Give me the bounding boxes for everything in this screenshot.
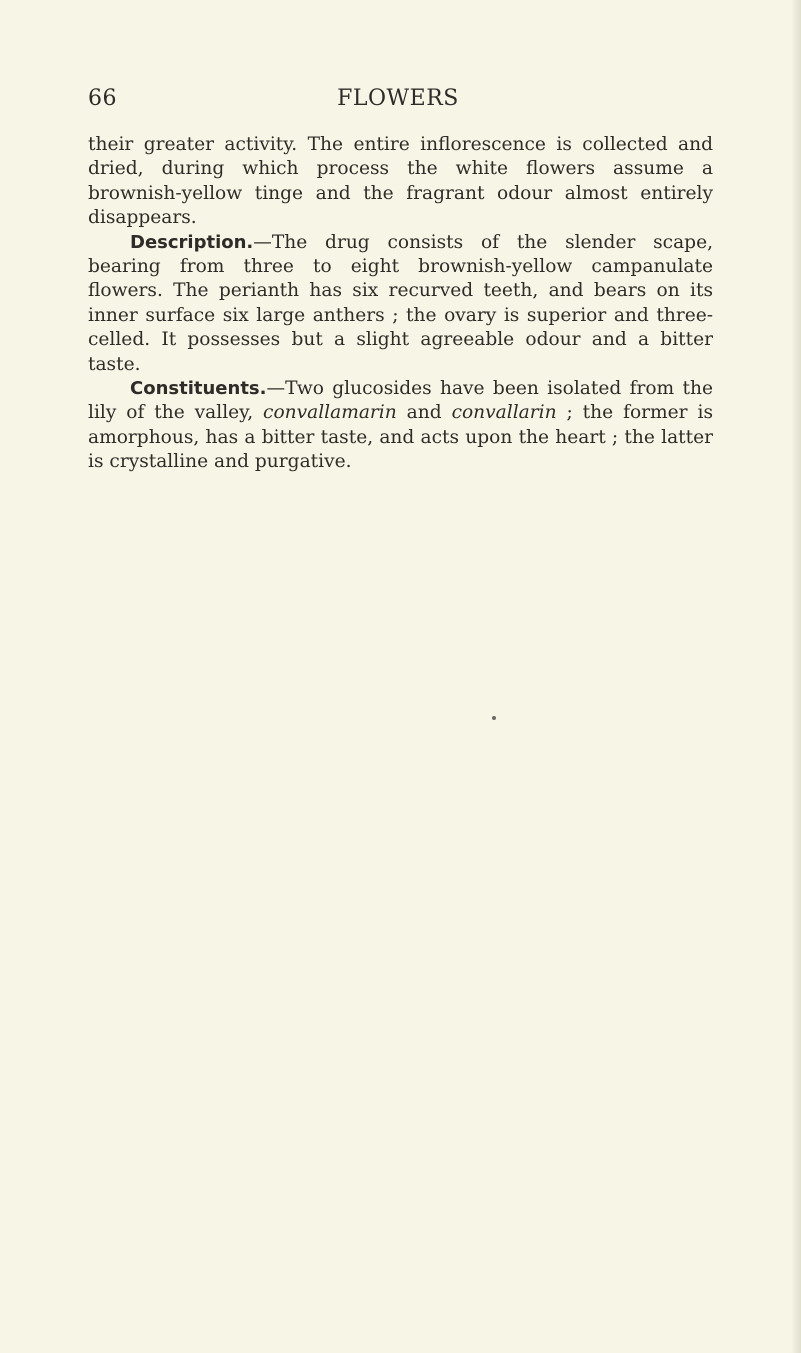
constituents-text-3: ; the former is amorphous, has a bitter taste, and acts upon the heart ; the latter is crystalline and purgative. bbox=[88, 402, 713, 473]
paper-speck bbox=[492, 716, 496, 720]
intro-paragraph: their greater activity. The entire inflorescence is collected and dried, during which process the white flowers assume a brownish-yellow tinge and the fragrant odour almost entirely disappears. bbox=[88, 134, 713, 229]
convallarin-term: convallarin bbox=[451, 402, 557, 424]
body-text bbox=[88, 133, 713, 475]
page-edge-shadow bbox=[791, 0, 801, 1353]
description-text: —The drug consists of the slender scape, bearing from three to eight brownish-yellow campanulate flowers. The perianth has six recurved teeth, and bears on its inner surface six large anthers ; the ovary is superior and three-celled. It possesses but a slight agreeable odour and a bitter taste. bbox=[88, 231, 713, 375]
page-number: 66 bbox=[88, 86, 117, 111]
constituents-paragraph bbox=[88, 377, 713, 475]
constituents-heading: Constituents. bbox=[130, 378, 267, 400]
page-header bbox=[88, 86, 708, 116]
convallamarin-term: convallamarin bbox=[263, 402, 397, 424]
constituents-text-2: and bbox=[396, 402, 452, 424]
description-heading: Description. bbox=[130, 231, 254, 253]
running-head: FLOWERS bbox=[337, 86, 459, 111]
description-paragraph bbox=[88, 231, 713, 377]
constituents-text-1: —Two glucosides have been isolated from the lily of the valley, bbox=[88, 378, 713, 424]
